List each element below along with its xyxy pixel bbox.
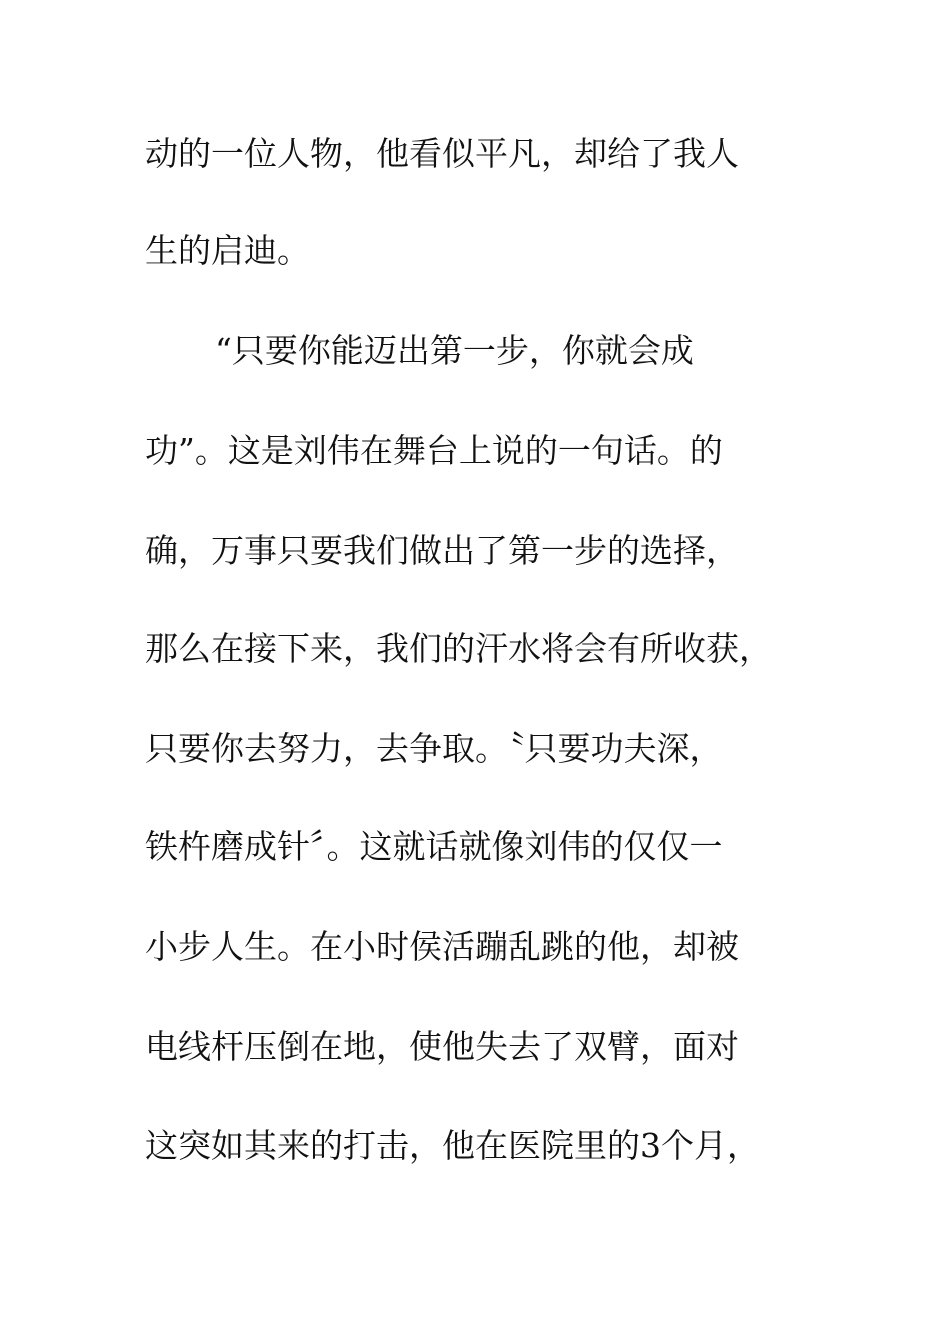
text-line-4: 功”。这是刘伟在舞台上说的一句话。的 <box>145 431 723 470</box>
text-line-5: 确，万事只要我们做出了第一步的选择， <box>145 531 739 570</box>
text-line-3: “只要你能迈出第一步，你就会成 <box>215 331 694 370</box>
text-line-1: 动的一位人物，他看似平凡，却给了我人 <box>145 134 739 173</box>
text-line-8: 铁杵磨成针〞。这就话就像刘伟的仅仅一 <box>145 827 723 866</box>
text-line-9: 小步人生。在小时侯活蹦乱跳的他，却被 <box>145 927 739 966</box>
text-line-2: 生的启迪。 <box>145 231 310 270</box>
text-line-6: 那么在接下来，我们的汗水将会有所收获， <box>145 629 772 668</box>
text-line-11: 这突如其来的打击，他在医院里的3个月， <box>145 1126 760 1165</box>
text-line-10: 电线杆压倒在地，使他失去了双臂，面对 <box>145 1027 739 1066</box>
text-line-7: 只要你去努力，去争取。〝只要功夫深， <box>145 729 723 768</box>
